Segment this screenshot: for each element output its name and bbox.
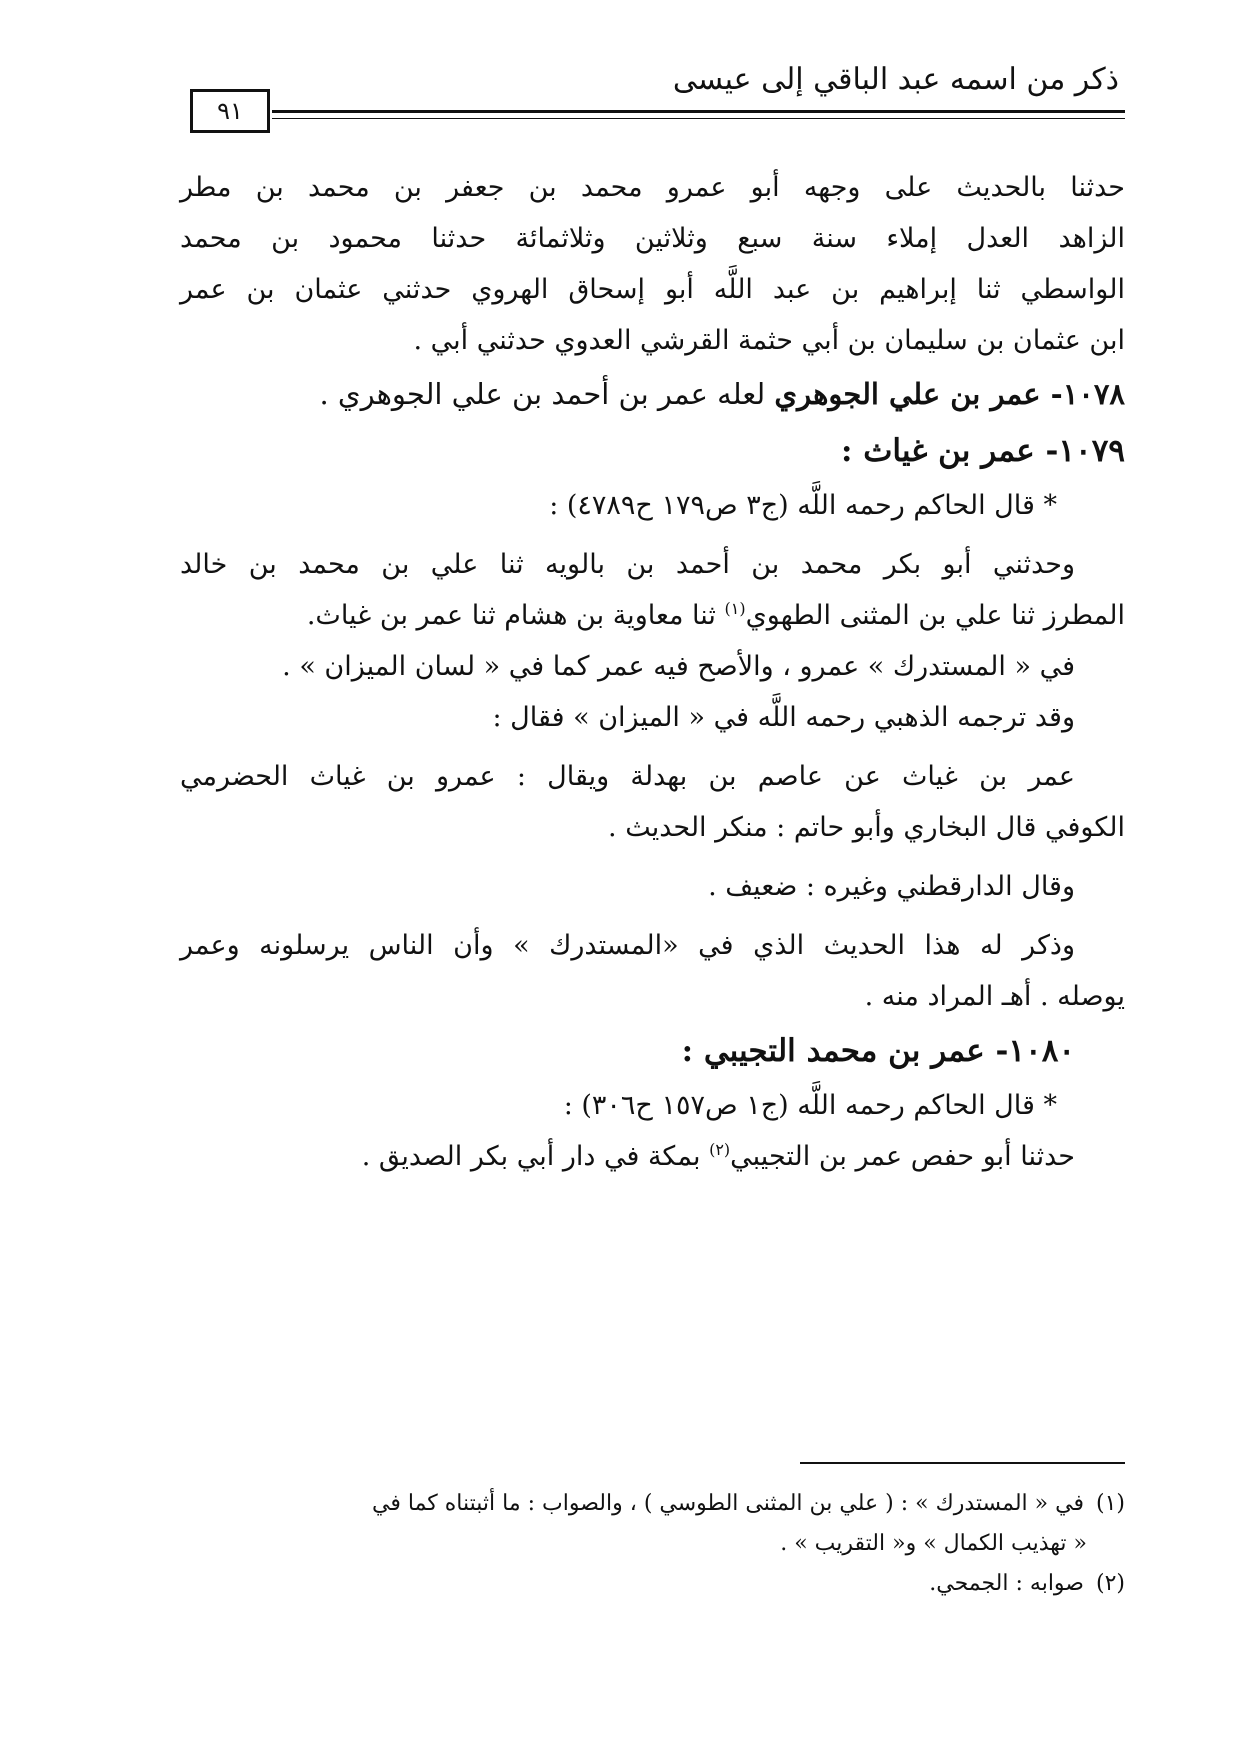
footnote-1-continued: « تهذيب الكمال » و« التقريب » . — [780, 1531, 1087, 1556]
page-number: ٩١ — [190, 89, 270, 133]
text-line: ابن عثمان بن سليمان بن أبي حثمة القرشي العدوي حدثني أبي . — [413, 325, 1125, 356]
chapter-title: ذكر من اسمه عبد الباقي إلى عيسى — [672, 62, 1119, 97]
text-fragment: بمكة في دار أبي بكر الصديق . — [361, 1141, 710, 1172]
text-fragment: ثنا معاوية بن هشام ثنا عمر بن غياث. — [306, 600, 725, 631]
text-line — [180, 590, 1125, 641]
entry-1079-heading: ١٠٧٩- عمر بن غياث : — [840, 433, 1125, 469]
entry-heading: ١٠٧٨- عمر بن علي الجوهري — [774, 377, 1125, 411]
entry-note: لعله عمر بن أحمد بن علي الجوهري . — [319, 377, 775, 411]
text-line: وذكر له هذا الحديث الذي في «المستدرك » وأن الناس يرسلونه وعمر — [180, 930, 1075, 961]
text-line: وحدثني أبو بكر محمد بن أحمد بن بالويه ثنا علي بن محمد بن خالد — [180, 549, 1075, 580]
footnote-2 — [160, 1564, 1125, 1604]
main-text — [180, 162, 1125, 1182]
footnote-ref: (١) — [724, 599, 746, 618]
footnote-number: (١) — [1095, 1491, 1125, 1516]
text-line: يوصله . أهـ المراد منه . — [864, 981, 1125, 1012]
text-line: عمر بن غياث عن عاصم بن بهدلة ويقال : عمرو بن غياث الحضرمي — [180, 761, 1075, 792]
text-line: الواسطي ثنا إبراهيم بن عبد اللَّه أبو إسحاق الهروي حدثني عثمان بن عمر — [180, 274, 1125, 305]
footnote-ref: (٢) — [709, 1140, 731, 1159]
source-citation: * قال الحاكم رحمه اللَّه (ج٣ ص١٧٩ ح٤٧٨٩) : — [549, 490, 1057, 521]
text-line: الكوفي قال البخاري وأبو حاتم : منكر الحديث . — [608, 812, 1125, 843]
footnote-number: (٢) — [1095, 1571, 1125, 1596]
footnotes — [160, 1484, 1125, 1604]
source-citation: * قال الحاكم رحمه اللَّه (ج١ ص١٥٧ ح٣٠٦) : — [563, 1090, 1057, 1121]
text-line: في « المستدرك » عمرو ، والأصح فيه عمر كما في « لسان الميزان » . — [282, 651, 1075, 682]
text-fragment: حدثنا أبو حفص عمر بن التجيبي — [730, 1141, 1075, 1172]
footnote-separator — [800, 1462, 1125, 1464]
text-line: وقد ترجمه الذهبي رحمه اللَّه في « الميزان » فقال : — [492, 702, 1075, 733]
text-line — [180, 1131, 1125, 1182]
header-rule-thin — [272, 118, 1125, 119]
footnote-text: صوابه : الجمحي. — [929, 1571, 1084, 1596]
entry-1078 — [180, 366, 1125, 422]
text-line: وقال الدارقطني وغيره : ضعيف . — [708, 871, 1075, 902]
text-line: الزاهد العدل إملاء سنة سبع وثلاثين وثلاثمائة حدثنا محمود بن محمد — [180, 223, 1125, 254]
entry-1080-heading: ١٠٨٠- عمر بن محمد التجيبي : — [681, 1033, 1075, 1069]
running-header — [184, 52, 1125, 142]
text-fragment: المطرز ثنا علي بن المثنى الطهوي — [745, 600, 1125, 631]
footnote-text: في « المستدرك » : ( علي بن المثنى الطوسي ) ، والصواب : ما أثبتناه كما في — [372, 1491, 1084, 1516]
text-line: حدثنا بالحديث على وجهه أبو عمرو محمد بن جعفر بن محمد بن مطر — [180, 172, 1125, 203]
header-rule-thick — [272, 110, 1125, 113]
footnote-1 — [160, 1484, 1125, 1524]
